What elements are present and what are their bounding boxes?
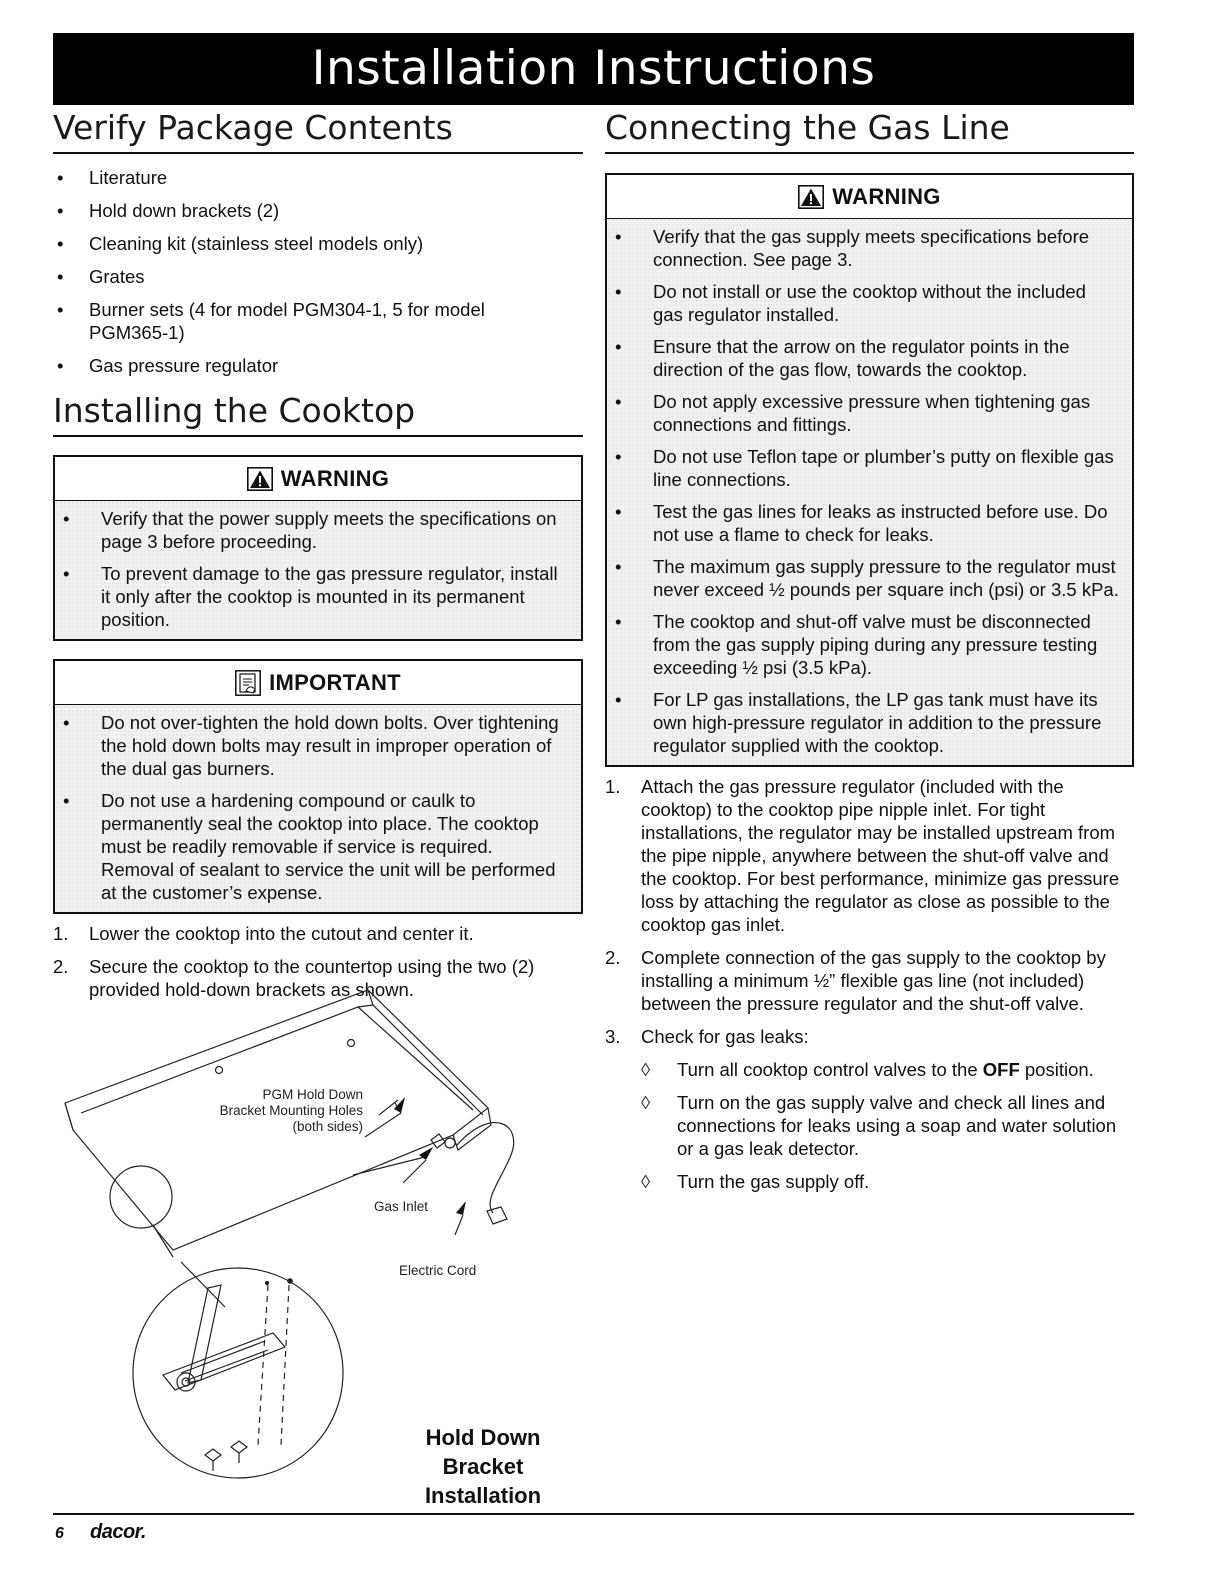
page-title: Installation Instructions bbox=[53, 33, 1134, 105]
substep-item: ◊ Turn all cooktop control valves to the OFF position. bbox=[641, 1059, 1094, 1080]
substep-item: ◊ Turn the gas supply off. bbox=[641, 1171, 870, 1192]
important-item: • Do not over-tighten the hold down bolts. Over tightening the hold down bolts may result in improper operation of the dual gas burners. bbox=[63, 712, 559, 779]
electric-cord-label: Electric Cord bbox=[399, 1263, 477, 1278]
substep-item: ◊ Turn on the gas supply valve and check all lines and connections for leaks using a soap and water solution or a gas leak detector. bbox=[641, 1092, 1117, 1159]
warning-triangle-icon bbox=[247, 467, 273, 491]
warning-item: • For LP gas installations, the LP gas tank must have its own high-pressure regulator in addition to the pressure regulator supplied with the cooktop. bbox=[615, 689, 1102, 756]
installing-warning-box bbox=[53, 455, 583, 641]
list-item: • Literature bbox=[57, 167, 168, 188]
step-item: 2. Complete connection of the gas supply to the cooktop by installing a minimum ½” flexible gas line (not included) between the pressure regulator and the shut-off valve. bbox=[605, 947, 1106, 1014]
page-number: 6 bbox=[55, 1525, 64, 1542]
leak-check-substeps bbox=[641, 1058, 1134, 1193]
warning-item: • The maximum gas supply pressure to the regulator must never exceed ½ pounds per square inch (psi) or 3.5 kPa. bbox=[615, 556, 1119, 600]
diamond-bullet-icon: ◊ bbox=[641, 1059, 651, 1080]
gas-inlet-label: Gas Inlet bbox=[374, 1199, 429, 1214]
warning-item: • Verify that the power supply meets the specifications on page 3 before proceeding. bbox=[63, 508, 557, 552]
installing-cooktop-heading: Installing the Cooktop bbox=[53, 391, 583, 437]
mounting-holes-label: PGM Hold Down Bracket Mounting Holes (both sides) bbox=[219, 1087, 363, 1134]
verify-package-heading: Verify Package Contents bbox=[53, 108, 583, 154]
diamond-bullet-icon: ◊ bbox=[641, 1092, 651, 1113]
list-item: • Grates bbox=[57, 266, 145, 287]
hand-notepad-icon bbox=[235, 670, 261, 696]
warning-header: WARNING bbox=[55, 457, 581, 501]
warning-item: • Do not use Teflon tape or plumber’s putty on flexible gas line connections. bbox=[615, 446, 1114, 490]
step-item: 1. Attach the gas pressure regulator (included with the cooktop) to the cooktop pipe nipple inlet. For tight installations, the regulator may be installed upstream from the pipe nipple, anywhere between the shut-off valve and the cooktop. For best performance, minimize gas pressure loss by attaching the regulator as close as possible to the cooktop gas inlet. bbox=[605, 776, 1120, 935]
warning-item: • The cooktop and shut-off valve must be disconnected from the gas supply piping during any pressure testing exceeding ½ psi (3.5 kPa). bbox=[615, 611, 1098, 678]
step-item: 1. Lower the cooktop into the cutout and center it. bbox=[53, 923, 474, 944]
warning-item: • Do not apply excessive pressure when tightening gas connections and fittings. bbox=[615, 391, 1091, 435]
warning-item: • Ensure that the arrow on the regulator points in the direction of the gas flow, towards the cooktop. bbox=[615, 336, 1070, 380]
connecting-gas-heading: Connecting the Gas Line bbox=[605, 108, 1134, 154]
warning-item: • Verify that the gas supply meets specifications before connection. See page 3. bbox=[615, 226, 1090, 270]
right-column bbox=[605, 108, 1134, 1203]
warning-item: • To prevent damage to the gas pressure regulator, install it only after the cooktop is mounted in its permanent position. bbox=[63, 563, 558, 630]
list-item: • Cleaning kit (stainless steel models only) bbox=[57, 233, 424, 254]
warning-header: WARNING bbox=[607, 175, 1132, 219]
list-item: • Burner sets (4 for model PGM304-1, 5 for model PGM365-1) bbox=[57, 299, 485, 343]
hold-down-bracket-figure bbox=[53, 985, 583, 1508]
package-contents-list bbox=[53, 166, 583, 377]
important-item: • Do not use a hardening compound or caulk to permanently seal the cooktop into place. The cooktop must be readily removable if service is required. Removal of sealant to service the unit will be performed at the customer’s expense. bbox=[63, 790, 556, 903]
figure-caption: Hold Down Bracket Installation bbox=[424, 1425, 542, 1508]
step-item: 3. Check for gas leaks: ◊ Turn all cooktop control valves to the OFF position. ◊ Turn on the gas supply valve and check all lines and connections for leaks using a soap and water solution or a gas leak detector. ◊ Turn the gas supply off. bbox=[605, 1025, 1134, 1193]
warning-item: • Do not install or use the cooktop without the included gas regulator installed. bbox=[615, 281, 1086, 325]
list-item: • Gas pressure regulator bbox=[57, 355, 279, 376]
step-item: 2. Secure the cooktop to the countertop using the two (2) provided hold-down brackets as shown. bbox=[53, 956, 535, 1000]
left-column bbox=[53, 108, 583, 1011]
gas-steps bbox=[605, 775, 1134, 1193]
warning-item: • Test the gas lines for leaks as instructed before use. Do not use a flame to check for leaks. bbox=[615, 501, 1108, 545]
list-item: • Hold down brackets (2) bbox=[57, 200, 280, 221]
important-header: IMPORTANT bbox=[55, 661, 581, 705]
important-box bbox=[53, 659, 583, 914]
gas-warning-box bbox=[605, 173, 1134, 767]
footer-rule bbox=[53, 1513, 1134, 1515]
warning-triangle-icon bbox=[798, 185, 824, 209]
brand-logo: dacor. bbox=[90, 1521, 146, 1543]
diamond-bullet-icon: ◊ bbox=[641, 1171, 651, 1192]
